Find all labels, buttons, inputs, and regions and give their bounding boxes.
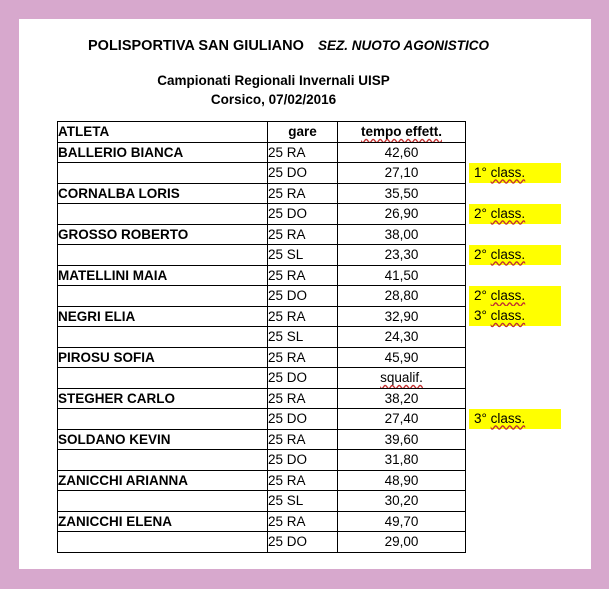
results-sheet <box>19 19 591 569</box>
time-cell <box>338 388 466 409</box>
rank-label: 2° class. <box>474 205 526 221</box>
time-value: squalif. <box>380 370 423 386</box>
table-row <box>58 204 466 225</box>
athlete-name: MATELLINI MAIA <box>58 265 268 286</box>
time-cell <box>338 511 466 532</box>
race-cell: 25 DO <box>268 204 338 225</box>
results-table-body <box>58 122 466 553</box>
header-races: gare <box>268 122 338 143</box>
header-time-label: tempo effett. <box>361 124 442 140</box>
table-row <box>58 183 466 204</box>
time-value: 38,20 <box>384 390 419 406</box>
time-value: 27,10 <box>384 165 419 181</box>
rank-badge <box>469 245 561 265</box>
race-cell: 25 SL <box>268 491 338 512</box>
rank-label: 3° class. <box>474 308 526 323</box>
time-cell <box>338 491 466 512</box>
header-athlete: ATLETA <box>58 122 268 143</box>
time-cell <box>338 450 466 471</box>
athlete-name: GROSSO ROBERTO <box>58 224 268 245</box>
table-row <box>58 511 466 532</box>
table-row <box>58 306 466 327</box>
rank-label: 2° class. <box>474 246 526 262</box>
rank-badge <box>469 286 561 306</box>
race-cell: 25 RA <box>268 224 338 245</box>
rank-label: 2° class. <box>474 287 526 303</box>
time-cell <box>338 368 466 389</box>
header-time <box>338 122 466 143</box>
rank-badge <box>469 163 561 183</box>
rank-badge <box>469 204 561 224</box>
time-value: 31,80 <box>384 452 419 468</box>
table-row <box>58 265 466 286</box>
time-cell <box>338 286 466 307</box>
time-value: 29,00 <box>384 534 419 550</box>
table-row <box>58 409 466 430</box>
race-cell: 25 DO <box>268 368 338 389</box>
table-row <box>58 470 466 491</box>
race-cell: 25 RA <box>268 429 338 450</box>
club-name: POLISPORTIVA SAN GIULIANO <box>88 38 304 54</box>
race-cell: 25 DO <box>268 532 338 553</box>
athlete-name-cell <box>58 204 268 225</box>
time-value: 48,90 <box>384 472 419 488</box>
table-row <box>58 491 466 512</box>
race-cell: 25 RA <box>268 388 338 409</box>
time-cell <box>338 470 466 491</box>
table-header-row <box>58 122 466 143</box>
athlete-name-cell <box>58 532 268 553</box>
time-cell <box>338 142 466 163</box>
athlete-name-cell <box>58 491 268 512</box>
athlete-name: SOLDANO KEVIN <box>58 429 268 450</box>
time-value: 26,90 <box>384 206 419 222</box>
athlete-name-cell <box>58 327 268 348</box>
rank-badge <box>469 409 561 429</box>
time-value: 24,30 <box>384 329 419 345</box>
time-cell <box>338 163 466 184</box>
time-value: 27,40 <box>384 411 419 427</box>
race-cell: 25 DO <box>268 163 338 184</box>
race-cell: 25 RA <box>268 142 338 163</box>
table-row <box>58 224 466 245</box>
time-value: 49,70 <box>384 513 419 529</box>
time-cell <box>338 224 466 245</box>
event-name: Campionati Regionali Invernali UISP <box>157 73 390 88</box>
time-cell <box>338 265 466 286</box>
time-value: 45,90 <box>384 349 419 365</box>
time-cell <box>338 429 466 450</box>
athlete-name: ZANICCHI ARIANNA <box>58 470 268 491</box>
time-value: 38,00 <box>384 226 419 242</box>
athlete-name: NEGRI ELIA <box>58 306 268 327</box>
time-value: 32,90 <box>384 308 419 324</box>
athlete-name-cell <box>58 163 268 184</box>
time-value: 41,50 <box>384 267 419 283</box>
table-row <box>58 286 466 307</box>
race-cell: 25 RA <box>268 183 338 204</box>
table-row <box>58 368 466 389</box>
time-cell <box>338 532 466 553</box>
table-row <box>58 163 466 184</box>
time-value: 28,80 <box>384 288 419 304</box>
time-cell <box>338 327 466 348</box>
time-value: 42,60 <box>384 144 419 160</box>
time-value: 30,20 <box>384 493 419 509</box>
athlete-name-cell <box>58 409 268 430</box>
time-value: 35,50 <box>384 185 419 201</box>
table-row <box>58 347 466 368</box>
race-cell: 25 RA <box>268 265 338 286</box>
table-row <box>58 532 466 553</box>
table-row <box>58 327 466 348</box>
race-cell: 25 SL <box>268 327 338 348</box>
race-cell: 25 SL <box>268 245 338 266</box>
event-place-date: Corsico, 07/02/2016 <box>210 92 337 107</box>
race-cell: 25 RA <box>268 470 338 491</box>
table-row <box>58 450 466 471</box>
athlete-name: CORNALBA LORIS <box>58 183 268 204</box>
race-cell: 25 RA <box>268 347 338 368</box>
table-row <box>58 388 466 409</box>
race-cell: 25 RA <box>268 306 338 327</box>
athlete-name-cell <box>58 368 268 389</box>
athlete-name-cell <box>58 450 268 471</box>
athlete-name: BALLERIO BIANCA <box>58 142 268 163</box>
athlete-name-cell <box>58 245 268 266</box>
time-cell <box>338 183 466 204</box>
time-cell <box>338 204 466 225</box>
time-value: 23,30 <box>384 247 419 263</box>
section-name: SEZ. NUOTO AGONISTICO <box>317 38 489 53</box>
time-cell <box>338 306 466 327</box>
athlete-name-cell <box>58 286 268 307</box>
time-cell <box>338 245 466 266</box>
time-cell <box>338 409 466 430</box>
athlete-name: ZANICCHI ELENA <box>58 511 268 532</box>
athlete-name: PIROSU SOFIA <box>58 347 268 368</box>
rank-label: 1° class. <box>474 164 526 180</box>
table-row <box>58 142 466 163</box>
time-value: 39,60 <box>384 431 419 447</box>
rank-label: 3° class. <box>474 410 526 426</box>
race-cell: 25 DO <box>268 450 338 471</box>
race-cell: 25 RA <box>268 511 338 532</box>
athlete-name: STEGHER CARLO <box>58 388 268 409</box>
race-cell: 25 DO <box>268 409 338 430</box>
document-title <box>88 38 489 54</box>
rank-badge <box>469 306 561 326</box>
time-cell <box>338 347 466 368</box>
table-row <box>58 245 466 266</box>
results-table <box>57 121 466 553</box>
table-row <box>58 429 466 450</box>
race-cell: 25 DO <box>268 286 338 307</box>
